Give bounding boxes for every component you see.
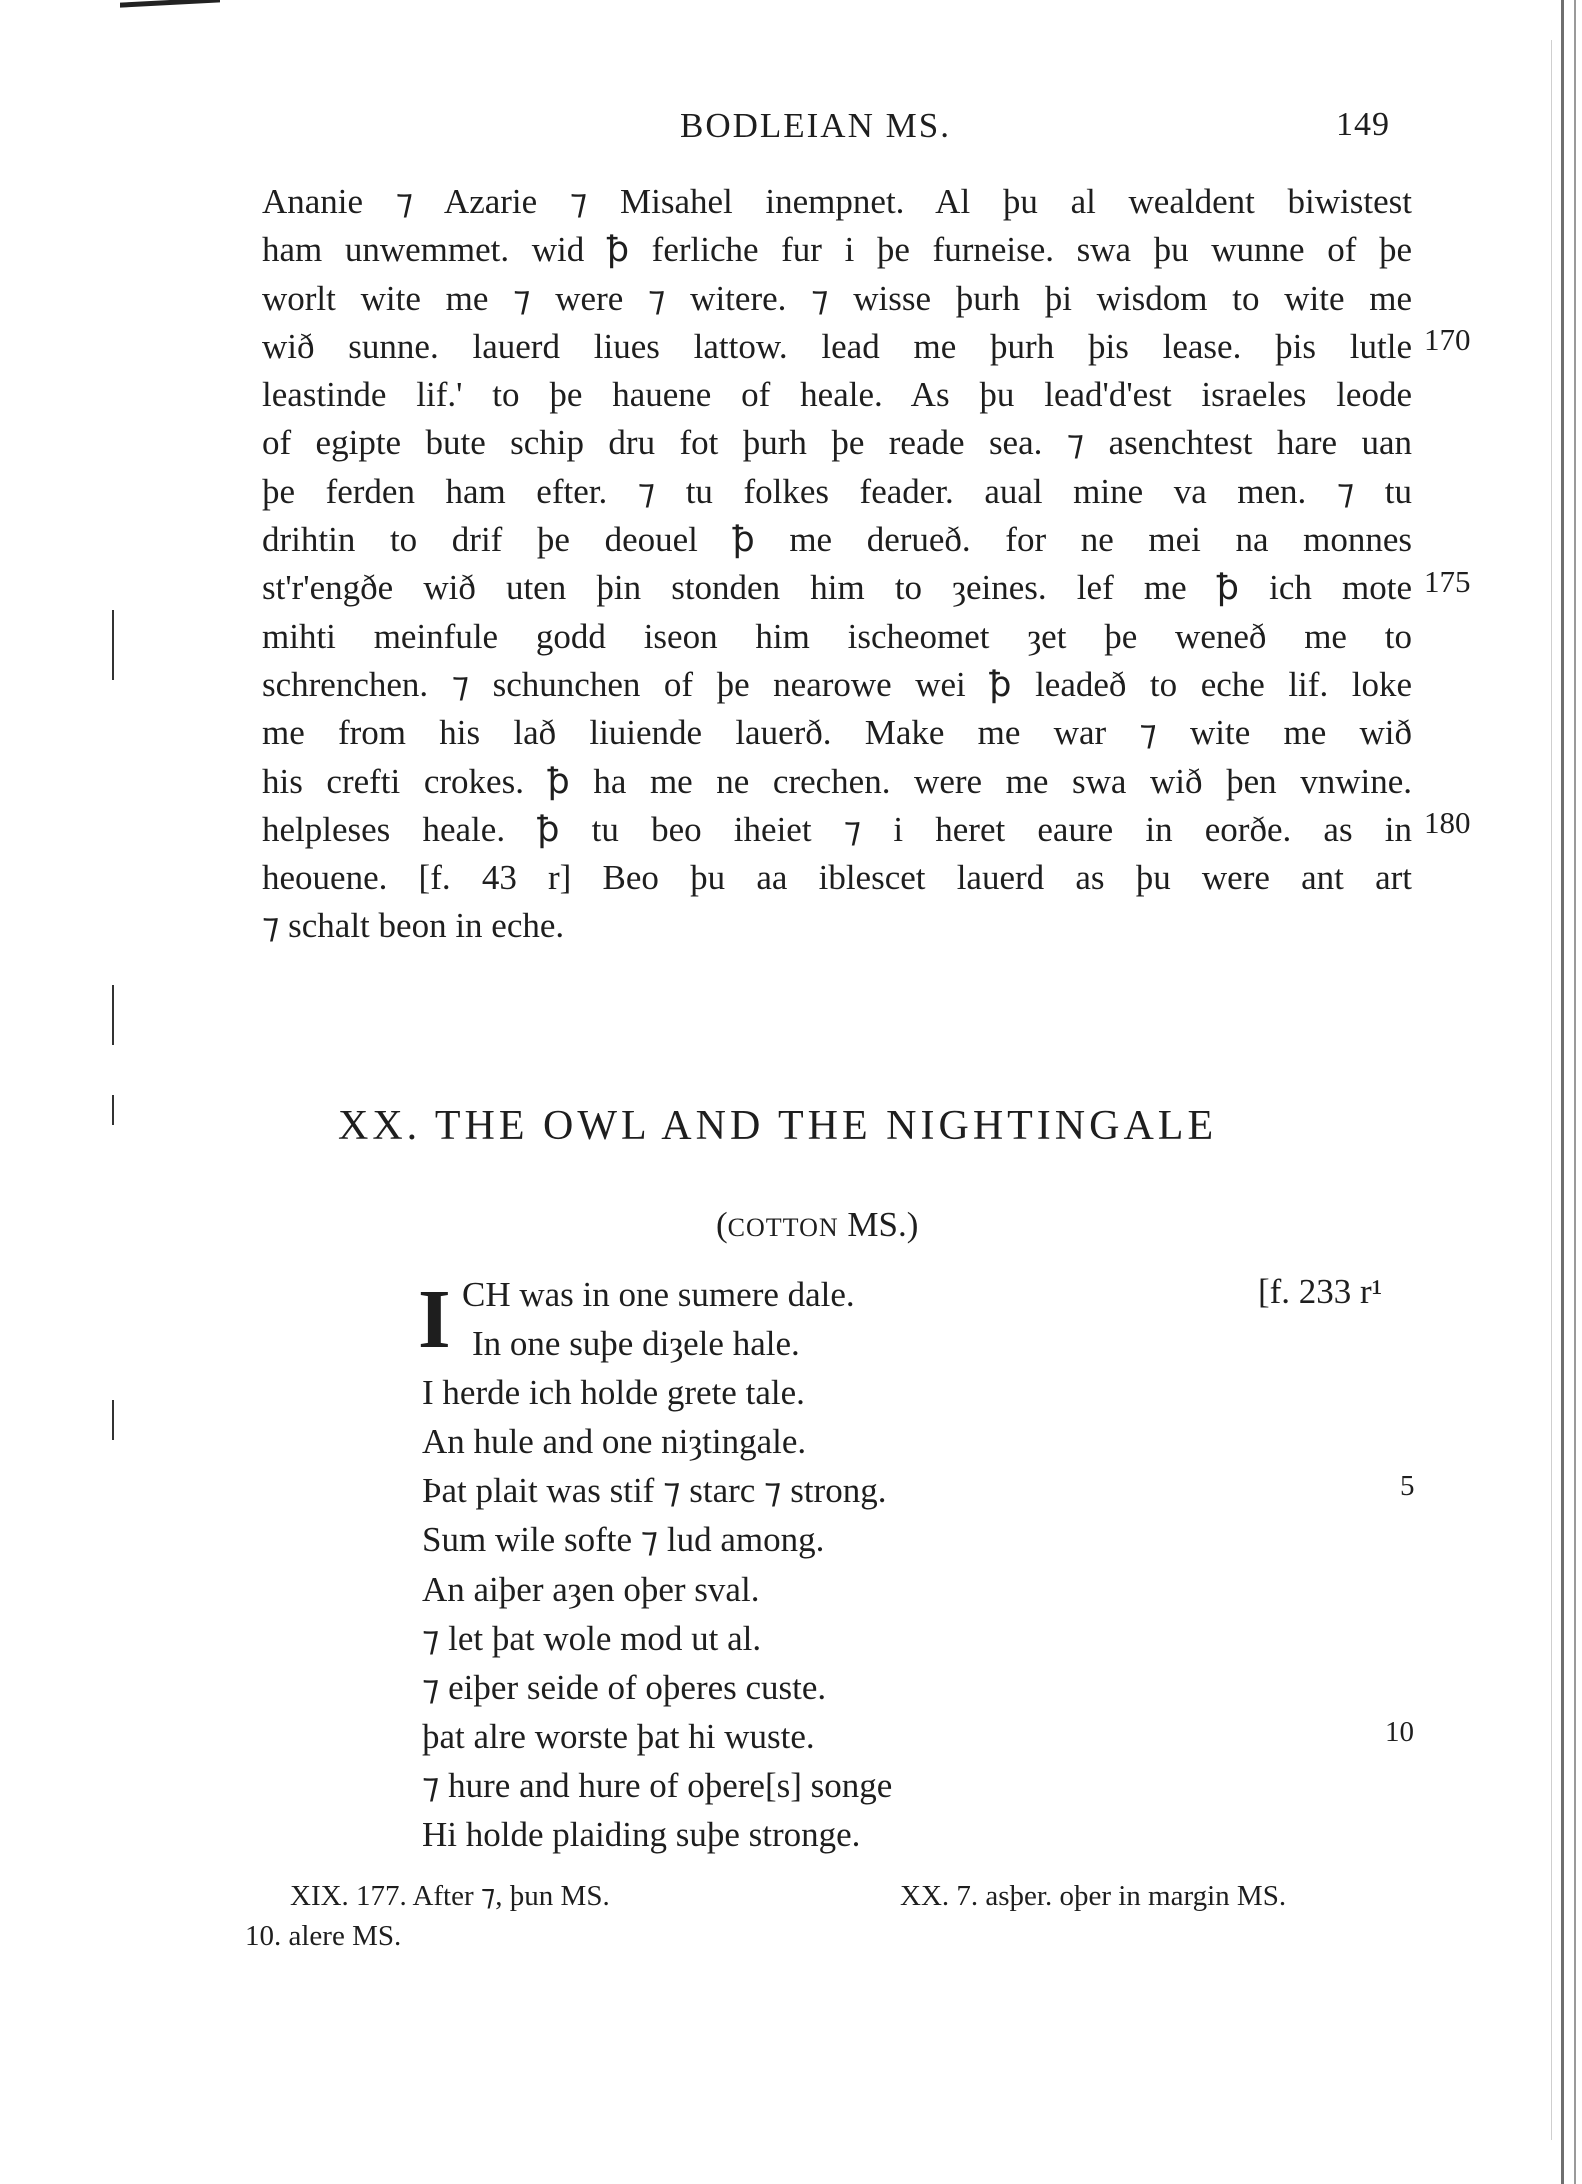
prose-line: helpleses heale. ꝥ tu beo iheiet ⁊ i heret eaure in eorðe. as in [262, 809, 1412, 849]
prose-line: drihtin to drif þe deouel ꝥ me derueð. for ne mei na monnes [262, 520, 1412, 560]
prose-line: me from his lað liuiende lauerð. Make me war ⁊ wite me wið [262, 713, 1412, 753]
footnote-line: 10. alere MS. [245, 1920, 402, 1952]
scan-gutter-tick [112, 985, 114, 1045]
prose-line: his crefti crokes. ꝥ ha me ne crechen. were me swa wið þen vnwine. [262, 761, 1412, 801]
verse-line: Sum wile softe ⁊ lud among. [422, 1520, 825, 1560]
prose-line: Ananie ⁊ Azarie ⁊ Misahel inempnet. Al þu al wealdent biwistest [262, 182, 1412, 221]
scan-gutter-tick [112, 1095, 114, 1125]
footnote-xx: XX. 7. asþer. oþer in margin MS. [900, 1880, 1287, 1912]
prose-line: schrenchen. ⁊ schunchen of þe nearowe wei ꝥ leadeð to eche lif. loke [262, 664, 1412, 704]
prose-line: leastinde lif.' to þe hauene of heale. As þu lead'd'est israeles leode [262, 375, 1412, 415]
verse-line: þat alre worste þat hi wuste. [422, 1716, 815, 1756]
scan-gutter-tick [112, 610, 114, 680]
verse-line: Þat plait was stif ⁊ starc ⁊ strong. [422, 1471, 887, 1511]
prose-line: mihti meinfule godd iseon him ischeomet ȝet þe weneð me to [262, 616, 1412, 656]
prose-line: worlt wite me ⁊ were ⁊ witere. ⁊ wisse þurh þi wisdom to wite me [262, 278, 1412, 318]
poem-block [418, 1270, 1422, 1859]
verse-line: An aiþer aȝen oþer sval. [422, 1569, 760, 1609]
prose-block [262, 178, 1412, 951]
line-number: 175 [1424, 564, 1471, 599]
verse-number: 5 [1400, 1470, 1415, 1502]
verse-line: In one suþe diȝele hale. [472, 1324, 800, 1364]
line-number: 180 [1424, 805, 1471, 840]
prose-line: þe ferden ham efter. ⁊ tu folkes feader. aual mine va men. ⁊ tu [262, 471, 1412, 511]
verse-line: ⁊ hure and hure of oþere[s] songe [422, 1765, 893, 1805]
scan-page-edge-outer [1574, 0, 1576, 2184]
running-head: BODLEIAN MS. [680, 106, 951, 145]
line-number: 170 [1424, 322, 1471, 357]
drop-capital: I [418, 1273, 451, 1366]
subtitle-smallcaps: COTTON [727, 1213, 839, 1242]
subtitle-close: MS.) [838, 1205, 919, 1244]
verse-line: ⁊ eiþer seide of oþeres custe. [422, 1667, 827, 1707]
prose-line: wið sunne. lauerd liues lattow. lead me þurh þis lease. þis lutle [262, 326, 1412, 366]
prose-line: heouene. [f. 43 r] Beo þu aa iblescet lauerd as þu were ant art [262, 858, 1412, 898]
footnote-line [245, 1876, 1415, 1916]
verse-line: CH was in one sumere dale. [462, 1275, 855, 1314]
section-title: XX. THE OWL AND THE NIGHTINGALE [338, 1103, 1218, 1149]
page-number: 149 [1336, 106, 1390, 143]
verse-line: Hi holde plaiding suþe stronge. [422, 1815, 861, 1855]
prose-line: ham unwemmet. wid ꝥ ferliche fur i þe furneise. swa þu wunne of þe [262, 230, 1412, 270]
scan-gutter-line [1551, 40, 1552, 2140]
verse-line: ⁊ let þat wole mod ut al. [422, 1618, 762, 1658]
verse-line: I herde ich holde grete tale. [422, 1373, 805, 1413]
prose-line: of egipte bute schip dru fot þurh þe reade sea. ⁊ asenchtest hare uan [262, 423, 1412, 463]
prose-line: st'r'engðe wið uten þin stonden him to ȝeines. lef me ꝥ ich mote [262, 568, 1412, 608]
scan-gutter-tick [112, 1400, 114, 1440]
scan-page-edge [1561, 0, 1564, 2184]
manuscript-folio-ref: [f. 233 r¹ [1258, 1272, 1383, 1311]
verse-line: An hule and one niȝtingale. [422, 1422, 807, 1462]
verse-number: 10 [1385, 1716, 1414, 1748]
prose-line: ⁊ schalt beon in eche. [262, 906, 565, 946]
footnotes [245, 1876, 1415, 1956]
section-subtitle [716, 1205, 918, 1245]
scan-corner-mark [120, 0, 220, 22]
subtitle-open: ( [716, 1205, 728, 1244]
footnote-xix: XIX. 177. After ⁊, þun MS. [290, 1880, 610, 1912]
